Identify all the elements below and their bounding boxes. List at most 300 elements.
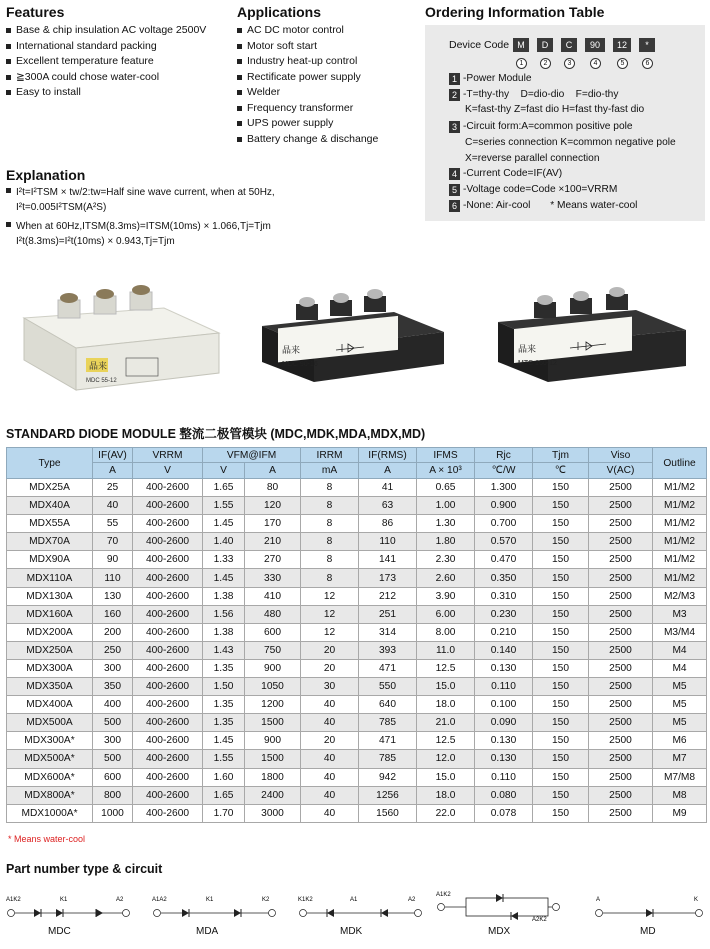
circuit-label: MDC bbox=[48, 926, 71, 937]
table-cell: 400 bbox=[93, 696, 133, 714]
table-cell: 1050 bbox=[245, 678, 301, 696]
table-cell: MDX90A bbox=[7, 551, 93, 569]
table-cell: 1800 bbox=[245, 768, 301, 786]
module-model: MDC 90-16 bbox=[282, 361, 318, 368]
table-cell: 2500 bbox=[589, 659, 653, 677]
table-cell: MDX200A bbox=[7, 623, 93, 641]
table-cell: 40 bbox=[301, 750, 359, 768]
table-cell: 41 bbox=[359, 479, 417, 497]
application-item: Rectificate power supply bbox=[237, 70, 378, 86]
table-cell: 2500 bbox=[589, 804, 653, 822]
table-cell: 150 bbox=[533, 479, 589, 497]
table-cell: 0.130 bbox=[475, 750, 533, 768]
table-cell: 640 bbox=[359, 696, 417, 714]
ordering-title: Ordering Information Table bbox=[425, 4, 605, 20]
module-model: MTC 160-12 bbox=[518, 360, 557, 367]
table-cell: 0.210 bbox=[475, 623, 533, 641]
table-cell: M9 bbox=[653, 804, 707, 822]
table-cell: 1.70 bbox=[203, 804, 245, 822]
code-number: 6 bbox=[642, 58, 653, 69]
ordering-item: 2 -T=thy-thy D=dio-dio F=dio-thy bbox=[449, 87, 618, 103]
table-cell: 150 bbox=[533, 497, 589, 515]
table-cell: 400-2600 bbox=[133, 678, 203, 696]
table-row bbox=[7, 659, 707, 677]
table-cell: 500 bbox=[93, 750, 133, 768]
table-cell: 400-2600 bbox=[133, 587, 203, 605]
table-cell: 2500 bbox=[589, 641, 653, 659]
table-cell: 330 bbox=[245, 569, 301, 587]
table-cell: 12 bbox=[301, 623, 359, 641]
table-cell: 0.110 bbox=[475, 678, 533, 696]
table-cell: 0.090 bbox=[475, 714, 533, 732]
svg-text:A2K2: A2K2 bbox=[532, 917, 547, 922]
table-cell: 2500 bbox=[589, 786, 653, 804]
table-cell: 0.130 bbox=[475, 659, 533, 677]
table-cell: 212 bbox=[359, 587, 417, 605]
table-cell: 55 bbox=[93, 515, 133, 533]
code-number: 1 bbox=[516, 58, 527, 69]
ordering-item-cont: X=reverse parallel connection bbox=[465, 153, 600, 164]
table-row bbox=[7, 804, 707, 822]
table-cell: M3 bbox=[653, 605, 707, 623]
table-cell: 70 bbox=[93, 533, 133, 551]
table-row bbox=[7, 623, 707, 641]
table-cell: 150 bbox=[533, 587, 589, 605]
table-cell: 2500 bbox=[589, 714, 653, 732]
table-cell: 1.45 bbox=[203, 732, 245, 750]
ordering-item: 1 -Power Module bbox=[449, 71, 532, 87]
table-cell: MDX350A bbox=[7, 678, 93, 696]
svg-text:A2: A2 bbox=[116, 897, 124, 903]
table-cell: 150 bbox=[533, 750, 589, 768]
table-cell: 1.55 bbox=[203, 750, 245, 768]
unit-header: V(AC) bbox=[589, 463, 653, 479]
code-number: 4 bbox=[590, 58, 601, 69]
circuit-label: MDX bbox=[488, 926, 511, 937]
table-row bbox=[7, 515, 707, 533]
table-cell: 86 bbox=[359, 515, 417, 533]
table-cell: 0.65 bbox=[417, 479, 475, 497]
table-cell: MDX500A* bbox=[7, 750, 93, 768]
table-cell: 20 bbox=[301, 659, 359, 677]
table-cell: 0.470 bbox=[475, 551, 533, 569]
table-cell: 11.0 bbox=[417, 641, 475, 659]
table-cell: 1.35 bbox=[203, 696, 245, 714]
table-cell: MDX300A bbox=[7, 659, 93, 677]
module-photo-mtc bbox=[486, 286, 696, 386]
ordering-item: 3 -Circuit form:A=common positive pole bbox=[449, 119, 633, 135]
table-cell: 2500 bbox=[589, 696, 653, 714]
table-cell: 400-2600 bbox=[133, 479, 203, 497]
table-cell: MDX110A bbox=[7, 569, 93, 587]
table-cell: 350 bbox=[93, 678, 133, 696]
ordering-table bbox=[425, 25, 705, 221]
module-brand: 晶来 bbox=[89, 362, 108, 372]
col-header: Rjc bbox=[475, 448, 533, 463]
table-cell: MDX70A bbox=[7, 533, 93, 551]
table-cell: 0.100 bbox=[475, 696, 533, 714]
table-cell: 40 bbox=[301, 714, 359, 732]
table-row bbox=[7, 587, 707, 605]
table-cell: 150 bbox=[533, 533, 589, 551]
table-cell: 2.60 bbox=[417, 569, 475, 587]
table-cell: 1.45 bbox=[203, 569, 245, 587]
table-cell: 18.0 bbox=[417, 786, 475, 804]
table-cell: 400-2600 bbox=[133, 659, 203, 677]
table-cell: 1.300 bbox=[475, 479, 533, 497]
table-cell: 12.5 bbox=[417, 659, 475, 677]
table-cell: 40 bbox=[301, 804, 359, 822]
table-cell: 2500 bbox=[589, 732, 653, 750]
application-item: Industry heat-up control bbox=[237, 54, 378, 70]
table-row bbox=[7, 696, 707, 714]
table-cell: MDX400A bbox=[7, 696, 93, 714]
col-header: IRRM bbox=[301, 448, 359, 463]
table-cell: 480 bbox=[245, 605, 301, 623]
unit-header: A bbox=[93, 463, 133, 479]
table-cell: 270 bbox=[245, 551, 301, 569]
table-cell: 2500 bbox=[589, 479, 653, 497]
unit-header: V bbox=[133, 463, 203, 479]
table-cell: 2500 bbox=[589, 569, 653, 587]
table-cell: 8 bbox=[301, 479, 359, 497]
code-box: D bbox=[537, 38, 553, 52]
module-model: MDC 55-12 bbox=[86, 378, 117, 384]
table-cell: 150 bbox=[533, 696, 589, 714]
table-cell: 80 bbox=[245, 479, 301, 497]
circuit-mdk bbox=[298, 894, 426, 922]
table-cell: 0.140 bbox=[475, 641, 533, 659]
table-cell: 0.078 bbox=[475, 804, 533, 822]
unit-header: ℃/W bbox=[475, 463, 533, 479]
table-cell: 20 bbox=[301, 641, 359, 659]
table-cell: 8 bbox=[301, 515, 359, 533]
col-header: Tjm bbox=[533, 448, 589, 463]
table-cell: 2500 bbox=[589, 497, 653, 515]
table-cell: M5 bbox=[653, 678, 707, 696]
table-cell: 400-2600 bbox=[133, 551, 203, 569]
table-body bbox=[7, 479, 707, 823]
table-cell: 0.110 bbox=[475, 768, 533, 786]
table-cell: 1500 bbox=[245, 714, 301, 732]
svg-text:A: A bbox=[596, 897, 601, 903]
spec-table bbox=[6, 447, 707, 823]
table-cell: 200 bbox=[93, 623, 133, 641]
svg-text:K2: K2 bbox=[262, 897, 270, 903]
table-cell: 160 bbox=[93, 605, 133, 623]
table-cell: 15.0 bbox=[417, 768, 475, 786]
ordering-item-cont: K=fast-thy Z=fast dio H=fast thy-fast dio bbox=[465, 104, 645, 115]
table-cell: 0.570 bbox=[475, 533, 533, 551]
table-cell: M4 bbox=[653, 641, 707, 659]
table-row bbox=[7, 569, 707, 587]
table-cell: 251 bbox=[359, 605, 417, 623]
table-row bbox=[7, 732, 707, 750]
table-cell: MDX25A bbox=[7, 479, 93, 497]
table-cell: 20 bbox=[301, 732, 359, 750]
table-cell: 120 bbox=[245, 497, 301, 515]
table-cell: MDX800A* bbox=[7, 786, 93, 804]
module-photo-mdc bbox=[244, 286, 454, 386]
table-cell: 150 bbox=[533, 515, 589, 533]
table-row bbox=[7, 768, 707, 786]
table-cell: MDX600A* bbox=[7, 768, 93, 786]
table-cell: 150 bbox=[533, 786, 589, 804]
table-cell: 400-2600 bbox=[133, 641, 203, 659]
table-row bbox=[7, 551, 707, 569]
ordering-item: 6 -None: Air-cool * Means water-cool bbox=[449, 198, 637, 214]
table-cell: 2500 bbox=[589, 623, 653, 641]
table-cell: 1500 bbox=[245, 750, 301, 768]
table-cell: MDX160A bbox=[7, 605, 93, 623]
feature-item: Excellent temperature feature bbox=[6, 54, 206, 70]
circuit-md bbox=[594, 894, 706, 922]
table-cell: 173 bbox=[359, 569, 417, 587]
table-cell: 1200 bbox=[245, 696, 301, 714]
table-cell: 314 bbox=[359, 623, 417, 641]
table-cell: 2500 bbox=[589, 605, 653, 623]
table-cell: 8 bbox=[301, 569, 359, 587]
table-cell: 400-2600 bbox=[133, 786, 203, 804]
col-header: IF(AV) bbox=[93, 448, 133, 463]
application-item: Frequency transformer bbox=[237, 101, 378, 117]
unit-header: V bbox=[203, 463, 245, 479]
table-cell: 0.310 bbox=[475, 587, 533, 605]
table-cell: 1.56 bbox=[203, 605, 245, 623]
table-row bbox=[7, 678, 707, 696]
table-cell: 300 bbox=[93, 659, 133, 677]
svg-text:A1K2: A1K2 bbox=[436, 892, 451, 898]
table-cell: 1.35 bbox=[203, 714, 245, 732]
table-cell: 785 bbox=[359, 714, 417, 732]
part-number-title: Part number type & circuit bbox=[6, 862, 163, 876]
table-cell: 150 bbox=[533, 641, 589, 659]
table-cell: 942 bbox=[359, 768, 417, 786]
table-cell: 400-2600 bbox=[133, 714, 203, 732]
table-cell: 1.65 bbox=[203, 479, 245, 497]
table-cell: MDX130A bbox=[7, 587, 93, 605]
table-cell: M1/M2 bbox=[653, 479, 707, 497]
table-cell: 63 bbox=[359, 497, 417, 515]
table-cell: 8 bbox=[301, 551, 359, 569]
table-cell: 900 bbox=[245, 732, 301, 750]
table-cell: 1.55 bbox=[203, 497, 245, 515]
table-cell: 21.0 bbox=[417, 714, 475, 732]
table-cell: 150 bbox=[533, 605, 589, 623]
table-cell: 150 bbox=[533, 569, 589, 587]
unit-header: A × 10³ bbox=[417, 463, 475, 479]
table-cell: 1.65 bbox=[203, 786, 245, 804]
col-header: VRRM bbox=[133, 448, 203, 463]
table-cell: 500 bbox=[93, 714, 133, 732]
code-box: 90 bbox=[585, 38, 605, 52]
svg-text:A1: A1 bbox=[350, 897, 358, 903]
table-cell: M3/M4 bbox=[653, 623, 707, 641]
table-cell: 12 bbox=[301, 587, 359, 605]
table-cell: 1.30 bbox=[417, 515, 475, 533]
table-cell: 400-2600 bbox=[133, 623, 203, 641]
application-item: AC DC motor control bbox=[237, 23, 378, 39]
col-header: Viso bbox=[589, 448, 653, 463]
circuit-mdc bbox=[6, 894, 134, 922]
table-cell: MDX1000A* bbox=[7, 804, 93, 822]
ordering-item: 4 -Current Code=IF(AV) bbox=[449, 166, 562, 182]
svg-text:A1A2: A1A2 bbox=[152, 897, 167, 903]
features-list bbox=[6, 23, 206, 101]
svg-text:K1K2: K1K2 bbox=[298, 897, 313, 903]
table-cell: 40 bbox=[93, 497, 133, 515]
applications-title: Applications bbox=[237, 4, 322, 20]
table-cell: 8 bbox=[301, 497, 359, 515]
table-row bbox=[7, 714, 707, 732]
table-cell: 600 bbox=[93, 768, 133, 786]
table-cell: 1560 bbox=[359, 804, 417, 822]
table-cell: 30 bbox=[301, 678, 359, 696]
table-cell: M1/M2 bbox=[653, 551, 707, 569]
table-cell: 25 bbox=[93, 479, 133, 497]
table-cell: 15.0 bbox=[417, 678, 475, 696]
table-cell: 12 bbox=[301, 605, 359, 623]
code-box: C bbox=[561, 38, 577, 52]
table-cell: 150 bbox=[533, 714, 589, 732]
table-cell: 0.230 bbox=[475, 605, 533, 623]
table-row bbox=[7, 605, 707, 623]
table-cell: 0.700 bbox=[475, 515, 533, 533]
table-cell: 785 bbox=[359, 750, 417, 768]
table-cell: MDX55A bbox=[7, 515, 93, 533]
table-cell: 150 bbox=[533, 659, 589, 677]
table-cell: M1/M2 bbox=[653, 569, 707, 587]
table-cell: 1.43 bbox=[203, 641, 245, 659]
col-header: IFMS bbox=[417, 448, 475, 463]
table-cell: 12.0 bbox=[417, 750, 475, 768]
col-header: Type bbox=[7, 448, 93, 479]
table-cell: 40 bbox=[301, 696, 359, 714]
table-cell: 40 bbox=[301, 786, 359, 804]
table-cell: 250 bbox=[93, 641, 133, 659]
table-cell: M1/M2 bbox=[653, 533, 707, 551]
ordering-item: 5 -Voltage code=Code ×100=VRRM bbox=[449, 182, 617, 198]
table-cell: 6.00 bbox=[417, 605, 475, 623]
table-cell: 0.080 bbox=[475, 786, 533, 804]
table-cell: 400-2600 bbox=[133, 533, 203, 551]
table-cell: 150 bbox=[533, 623, 589, 641]
table-cell: 600 bbox=[245, 623, 301, 641]
table-cell: 471 bbox=[359, 732, 417, 750]
table-cell: M5 bbox=[653, 714, 707, 732]
table-cell: M8 bbox=[653, 786, 707, 804]
table-cell: 400-2600 bbox=[133, 732, 203, 750]
device-code-label: Device Code bbox=[449, 39, 510, 51]
table-cell: 2.30 bbox=[417, 551, 475, 569]
unit-header: mA bbox=[301, 463, 359, 479]
table-cell: 18.0 bbox=[417, 696, 475, 714]
table-cell: 1.35 bbox=[203, 659, 245, 677]
table-cell: 22.0 bbox=[417, 804, 475, 822]
table-cell: 400-2600 bbox=[133, 768, 203, 786]
table-cell: 800 bbox=[93, 786, 133, 804]
table-cell: 471 bbox=[359, 659, 417, 677]
table-cell: 150 bbox=[533, 678, 589, 696]
table-cell: MDX250A bbox=[7, 641, 93, 659]
table-cell: 0.900 bbox=[475, 497, 533, 515]
table-cell: 393 bbox=[359, 641, 417, 659]
table-cell: 1256 bbox=[359, 786, 417, 804]
table-row bbox=[7, 786, 707, 804]
circuit-mda bbox=[152, 894, 280, 922]
table-cell: 3000 bbox=[245, 804, 301, 822]
code-number: 5 bbox=[617, 58, 628, 69]
table-cell: 1.60 bbox=[203, 768, 245, 786]
application-item: Motor soft start bbox=[237, 39, 378, 55]
table-cell: 1.40 bbox=[203, 533, 245, 551]
col-header: VFM@IFM bbox=[203, 448, 301, 463]
svg-text:K: K bbox=[694, 897, 699, 903]
application-item: UPS power supply bbox=[237, 116, 378, 132]
table-cell: 0.130 bbox=[475, 732, 533, 750]
table-cell: 400-2600 bbox=[133, 750, 203, 768]
table-cell: 550 bbox=[359, 678, 417, 696]
circuit-mdx bbox=[436, 888, 566, 922]
code-number: 3 bbox=[564, 58, 575, 69]
table-cell: MDX300A* bbox=[7, 732, 93, 750]
table-cell: 300 bbox=[93, 732, 133, 750]
table-row bbox=[7, 479, 707, 497]
table-cell: 2500 bbox=[589, 551, 653, 569]
table-cell: 2400 bbox=[245, 786, 301, 804]
table-cell: 400-2600 bbox=[133, 804, 203, 822]
circuit-label: MDA bbox=[196, 926, 219, 937]
table-cell: 0.350 bbox=[475, 569, 533, 587]
table-cell: 400-2600 bbox=[133, 515, 203, 533]
code-box: 12 bbox=[613, 38, 631, 52]
table-cell: 1.45 bbox=[203, 515, 245, 533]
table-cell: 8 bbox=[301, 533, 359, 551]
table-cell: MDX500A bbox=[7, 714, 93, 732]
table-cell: 110 bbox=[359, 533, 417, 551]
table-cell: 400-2600 bbox=[133, 569, 203, 587]
table-title: STANDARD DIODE MODULE 整流二极管模块 (MDC,MDK,MDA,MDX,MD) bbox=[6, 427, 426, 441]
table-cell: 150 bbox=[533, 732, 589, 750]
table-cell: 400-2600 bbox=[133, 605, 203, 623]
table-cell: 1.80 bbox=[417, 533, 475, 551]
table-cell: 150 bbox=[533, 804, 589, 822]
table-cell: 12.5 bbox=[417, 732, 475, 750]
table-cell: M5 bbox=[653, 696, 707, 714]
table-cell: 2500 bbox=[589, 750, 653, 768]
unit-header: A bbox=[245, 463, 301, 479]
explanation-title: Explanation bbox=[6, 167, 86, 183]
unit-header: A bbox=[359, 463, 417, 479]
table-cell: M6 bbox=[653, 732, 707, 750]
unit-header: ℃ bbox=[533, 463, 589, 479]
table-cell: 8.00 bbox=[417, 623, 475, 641]
table-cell: 2500 bbox=[589, 768, 653, 786]
table-cell: M1/M2 bbox=[653, 515, 707, 533]
table-cell: 90 bbox=[93, 551, 133, 569]
table-cell: 750 bbox=[245, 641, 301, 659]
table-cell: 170 bbox=[245, 515, 301, 533]
code-number: 2 bbox=[540, 58, 551, 69]
table-cell: 410 bbox=[245, 587, 301, 605]
table-cell: 400-2600 bbox=[133, 497, 203, 515]
table-cell: 150 bbox=[533, 768, 589, 786]
table-cell: M7 bbox=[653, 750, 707, 768]
table-row bbox=[7, 533, 707, 551]
table-cell: 2500 bbox=[589, 587, 653, 605]
module-brand: 晶来 bbox=[518, 345, 537, 355]
feature-item: Base & chip insulation AC voltage 2500V bbox=[6, 23, 206, 39]
